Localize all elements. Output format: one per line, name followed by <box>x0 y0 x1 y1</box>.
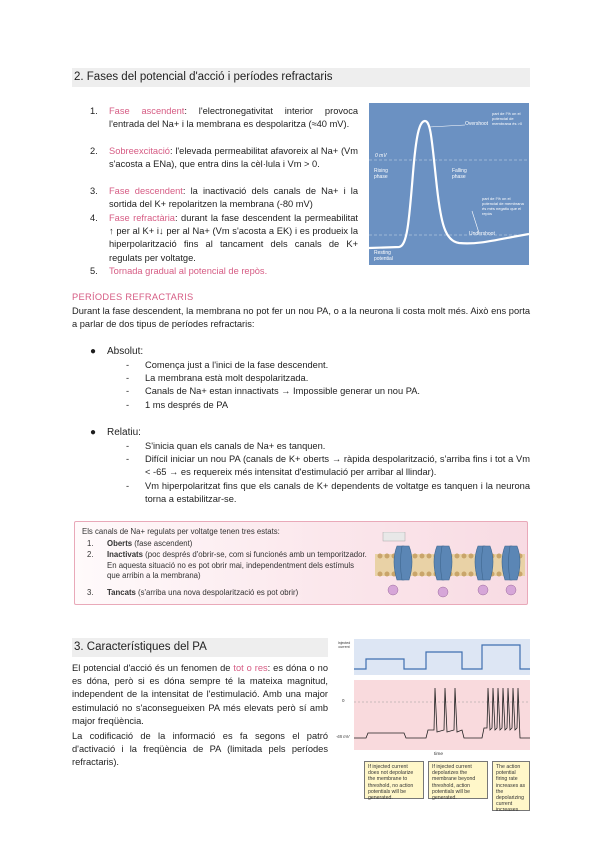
falling-phase-label: Falling phase <box>452 168 467 180</box>
absolute-label: Absolut: <box>107 346 144 357</box>
channel-state-open: 1. Oberts (fase ascendent) <box>87 539 193 548</box>
membrane-potential-trace <box>354 680 530 750</box>
relative-bullet: ● <box>90 427 97 438</box>
list-item: - S'inicia quan els canals de Na+ es tanquen. <box>126 441 326 451</box>
section-3-title: 3. Característiques del PA <box>72 638 328 657</box>
refractory-intro: Durant la fase descendent, la membrana no pot fer un nou PA, o a la neurona li costa molt més. Això ens porta a parlar de dos tipus de períodes refractaris: <box>72 306 530 330</box>
phase-item: 1. Fase ascendent: l'electronegativitat interior provoca l'entrada del Na+ i la membrana es despolaritza (≈40 mV). <box>90 106 359 130</box>
resting-65-label: -65 mV <box>336 734 350 739</box>
channel-states-box <box>74 521 528 605</box>
list-item: - Canals de Na+ estan innactivats → Impossible generar un nou PA. <box>126 386 421 397</box>
injected-current-trace <box>354 639 530 675</box>
phase-item: 5. Tornada gradual al potencial de repòs. <box>90 266 268 276</box>
channel-state-inactivated: 2. Inactivats (poc després d'obrir-se, com si funcionés amb un temporitzador. En aquesta situació no es pot obrir mai, independentment dels estímuls que arribin a la membrana) <box>87 550 367 581</box>
list-item: - 1 ms després de PA <box>126 399 229 410</box>
resting-potential-label: Resting potential <box>374 250 393 262</box>
list-item: - Vm hiperpolaritzat fins que els canals de K+ dependents de voltatge es tanquen i la neurona torna a estabilitzar-se. <box>126 480 530 504</box>
channel-intro: Els canals de Na+ regulats per voltatge tenen tres estats: <box>82 527 280 536</box>
channel-state-closed: 3. Tancats (s'arriba una nova despolarització es pot obrir) <box>87 588 299 597</box>
phase-item: 3. Fase descendent: la inactivació dels canals de Na+ i la sortida del K+ repolaritzen la membrana (-80 mV) <box>90 186 358 210</box>
section-2-title: 2. Fases del potencial d'acció i períodes refractaris <box>72 68 530 87</box>
relative-label: Relatiu: <box>107 427 141 438</box>
phase-item: 4. Fase refractària: durant la fase descendent la permeabilitat ↑ per al K+ i↓ per al Na+ (Vm s'acosta a EK) i es produeix la hiperpolarització fins al tancament dels canals de K+ regulats per voltatge. <box>90 213 358 263</box>
sodium-channel-illustration <box>375 532 525 604</box>
action-potential-plot <box>369 103 529 265</box>
refractory-heading: PERÍODES REFRACTARIS <box>72 292 194 302</box>
time-label: time <box>434 752 444 757</box>
undershoot-note: part de l'% on el potencial de membrana és més negatiu que el repòs <box>482 196 524 216</box>
relative-list <box>126 440 530 506</box>
zero-label: 0 <box>342 698 345 703</box>
list-item: - Difícil iniciar un nou PA (canals de K+ oberts → ràpida despolarització, s'arriba fins i tot a Vm < -65 → es requereix més intensitat d'estimulació per arribar al llindar). <box>126 454 530 478</box>
list-item: - Comença just a l'inici de la fase descendent. <box>126 360 329 370</box>
zero-mv-label: 0 mV <box>375 153 387 159</box>
action-potential-figure <box>369 103 529 265</box>
absolute-list <box>126 359 526 412</box>
ap-curve <box>369 121 529 248</box>
phase-item: 2. Sobreexcitació: l'elevada permeabilitat afavoreix al Na+ (Vm s'acosta a ENa), que entra dins la cèl·lula i Vm > 0. <box>90 146 358 170</box>
overshoot-label: Overshoot <box>465 121 489 127</box>
caption-box-rate: The action potential firing rate increases as the depolarizing current increases. <box>492 761 530 811</box>
injected-current-label: Injected current <box>337 641 351 650</box>
overshoot-note: part de l'% on el potencial de membrana és >0 <box>492 111 523 126</box>
caption-box-subthreshold: If injected current does not depolarize the membrane to threshold, no action potentials will be generated. <box>364 761 424 799</box>
caption-box-threshold: If injected current depolarizes the membrane beyond threshold, action potentials will be generated. <box>428 761 488 799</box>
coding-paragraph: La codificació de la informació es fa segons el patró d'activació i la freqüència de PA (limitada pels períodes refractaris). <box>72 731 328 768</box>
undershoot-label: Undershoot <box>469 231 495 237</box>
list-item: - La membrana està molt despolaritzada. <box>126 373 309 384</box>
firing-frequency-figure <box>336 635 530 825</box>
rising-phase-label: Rising phase <box>374 168 388 180</box>
absolute-bullet: ● <box>90 346 97 357</box>
all-or-none-paragraph: El potencial d'acció és un fenomen de tot o res: es dóna o no es dóna, però si es dóna sempre té la mateixa magnitud, independent de la intensitat de l'estimulació. Amb una major estimulació no s'aconsegueixen PA més elevats però sí amb major freqüència. <box>72 663 328 726</box>
